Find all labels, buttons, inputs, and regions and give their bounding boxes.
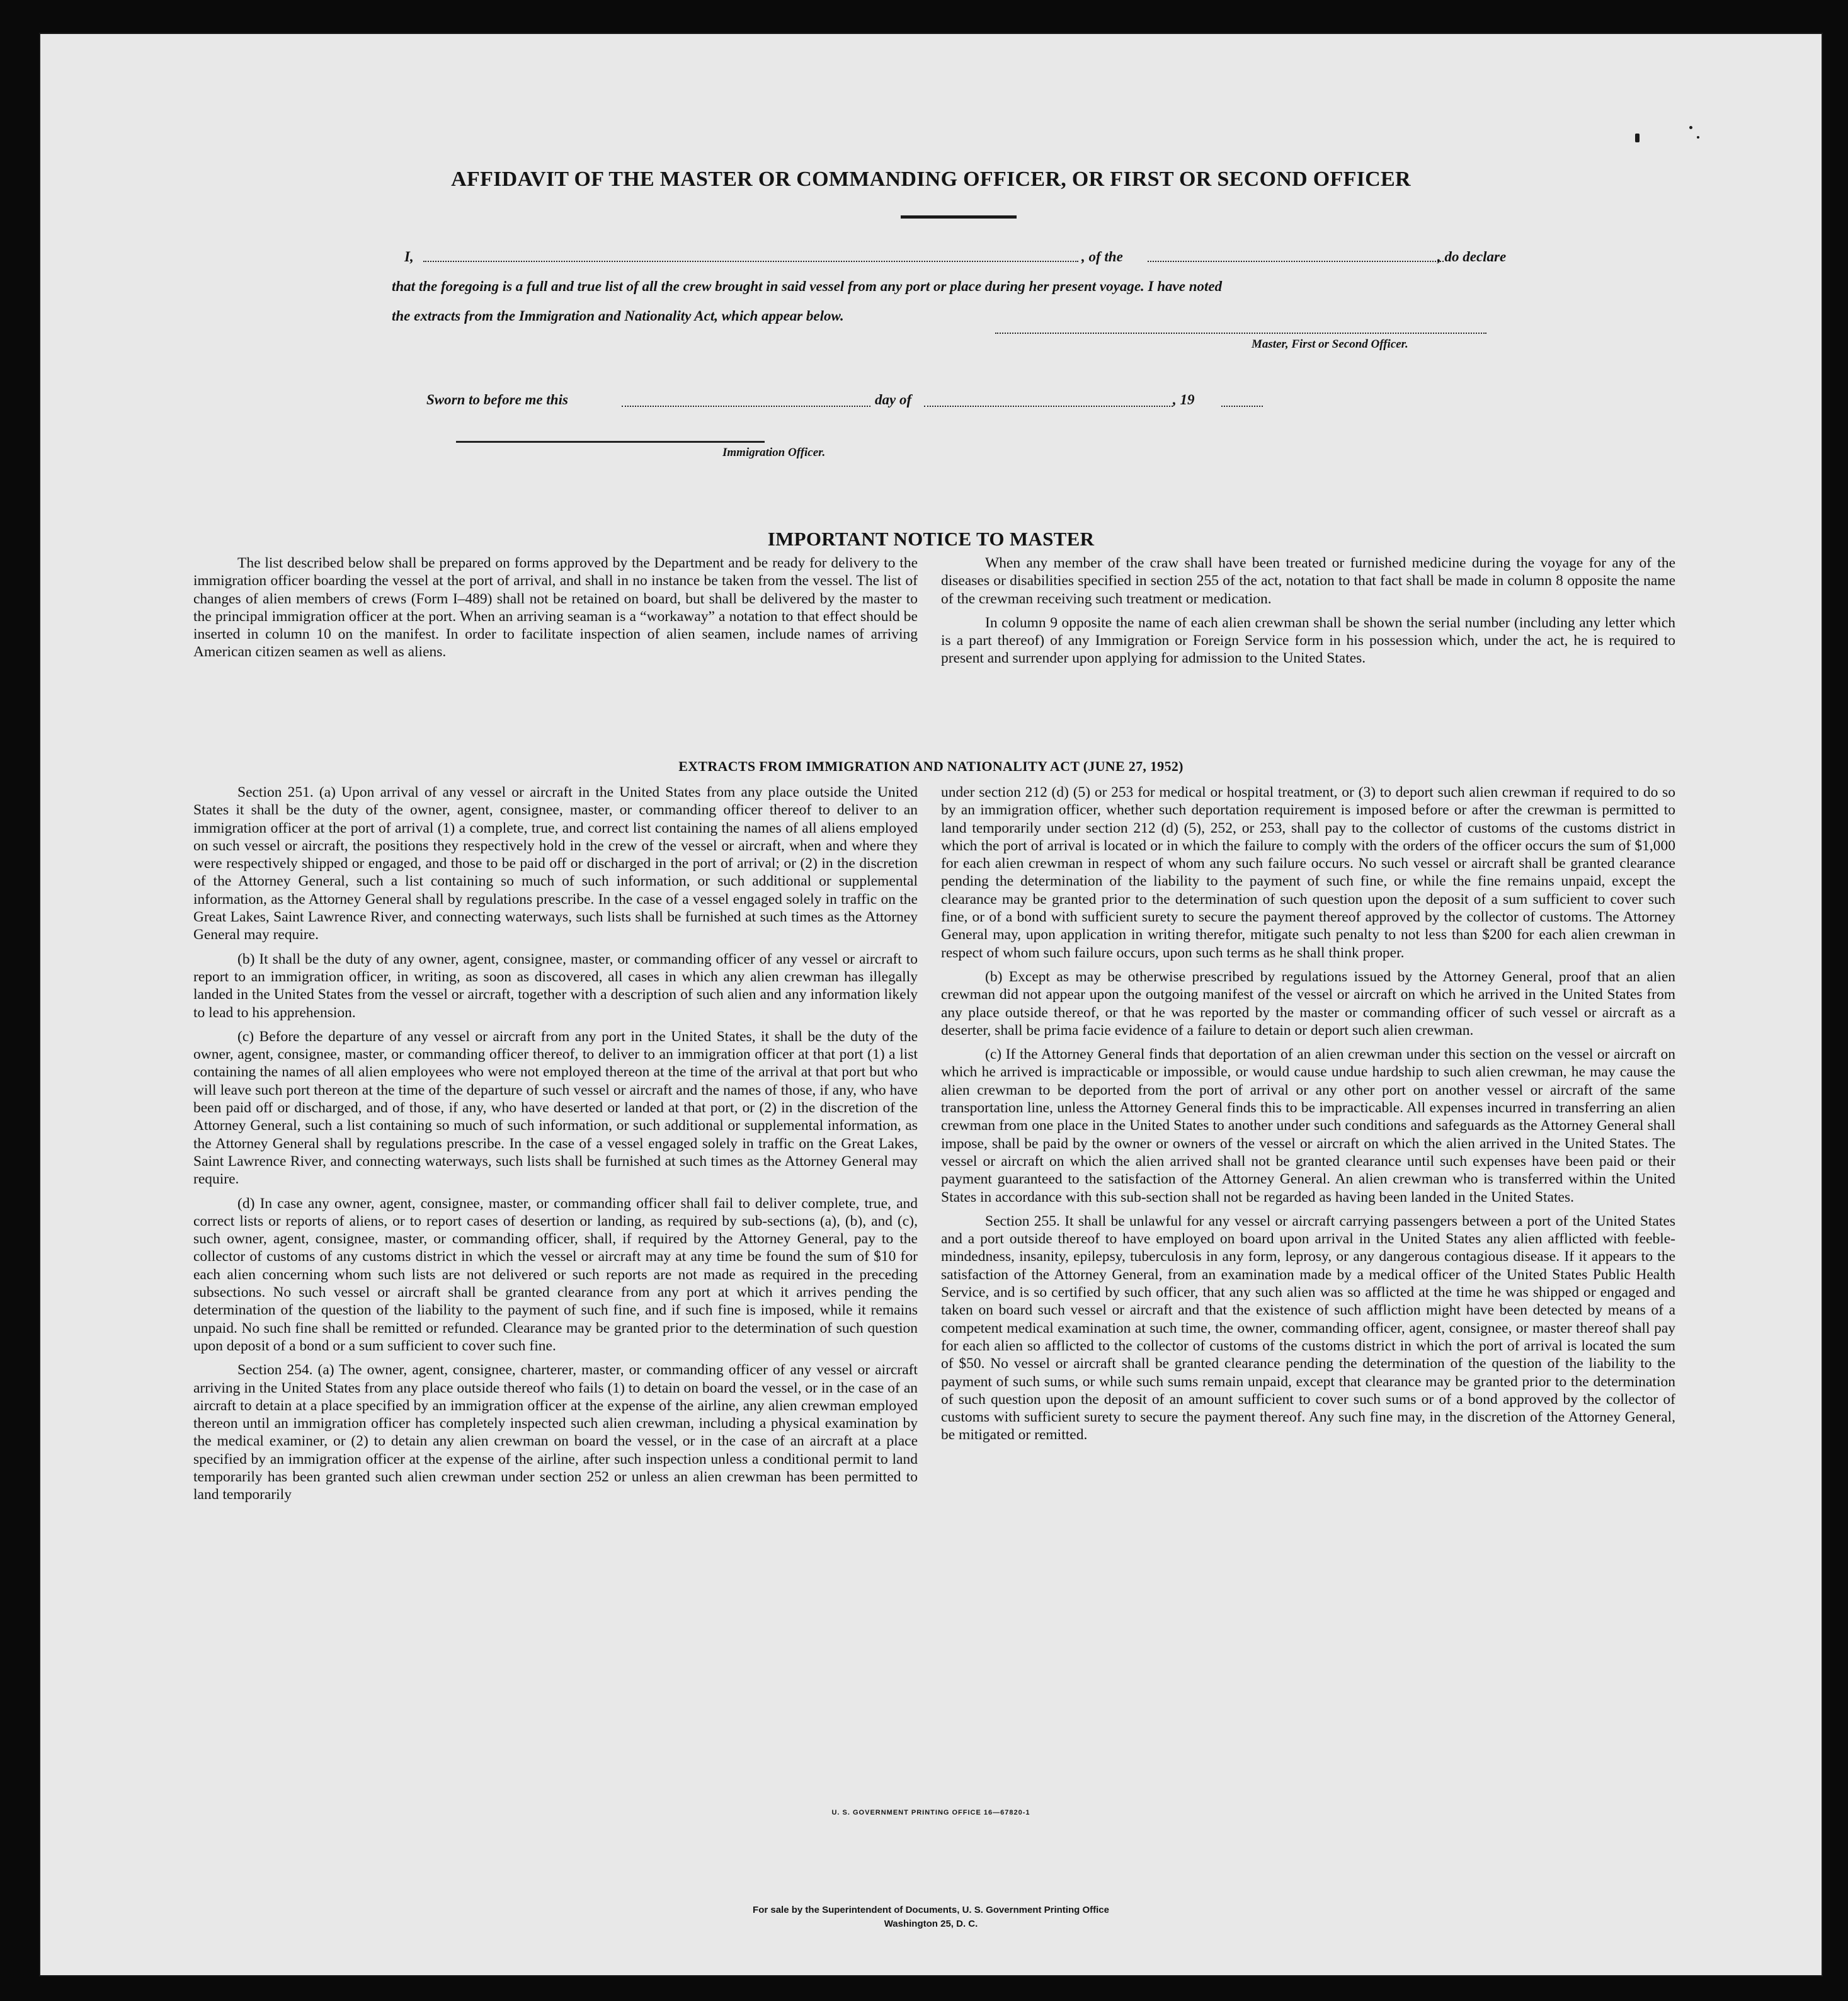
sale-line-2: Washington 25, D. C.: [884, 1918, 978, 1929]
notice-right-paragraph-2: In column 9 opposite the name of each alien crewman shall be shown the serial number (including any letter which is a part thereof) of any Immigration or Foreign Service form in his possession which, under the act, he is required to present and surrender upon applying for admission to the United States.: [941, 614, 1675, 667]
sworn-prefix: Sworn to before me this: [426, 392, 568, 408]
officer-signature-line[interactable]: [456, 441, 765, 443]
notice-left-paragraph: The list described below shall be prepared on forms approved by the Department and be ready for delivery to the immigration officer boarding the vessel at the port of arrival, and shall in no instance be taken from the vessel. The list of changes of alien members of crews (Form I–489) shall not be retained on board, but shall be delivered by the master to the principal immigration officer at the port. When an arriving seaman is a “workaway” a notation to that effect should be inserted in column 10 on the manifest. In order to facilitate inspection of alien seamen, include names of arriving American citizen seamen as well as aliens.: [193, 555, 918, 661]
extract-paragraph: (d) In case any owner, agent, consignee, master, or commanding officer shall fail to deliver complete, true, and correct lists or reports of aliens, or to report cases of desertion or landing, as required by sub-sections (a), (b), and (c), such owner, agent, consignee, master, or commanding officer, shall, if required by the Attorney General, pay to the collector of customs of any customs district in which the vessel or aircraft may at any time be found the sum of $10 for each alien concerning whom such lists are not delivered or such reports are not made as required in the preceding subsections. No such vessel or aircraft shall be granted clearance from any port at which it arrives pending the determination of the question of the liability to the payment of such fine, and if such fine is imposed, while it remains unpaid. No such fine shall be remitted or refunded. Clearance may be granted prior to the determination of such question upon deposit of a bond or a sum sufficient to cover such fine.: [193, 1195, 918, 1354]
sale-line-1: For sale by the Superintendent of Documents, U. S. Government Printing Office: [753, 1905, 1109, 1915]
notice-right-paragraph-1: When any member of the craw shall have been treated or furnished medicine during the voyage for any of the diseases or disabilities specified in section 255 of the act, notation to that fact shall be made in column 8 opposite the name of the crewman receiving such treatment or medication.: [941, 555, 1675, 607]
extract-paragraph: Section 255. It shall be unlawful for any vessel or aircraft carrying passengers between a port of the United States and a port outside thereof to have employed on board upon arrival in the United States any alien afflicted with feeble-mindedness, insanity, epilepsy, tuberculosis in any form, leprosy, or any dangerous contagious disease. If it appears to the satisfaction of the Attorney General, from an examination made by a medical officer of the United States Public Health Service, and is so certified by such officer, that any such alien was so afflicted at the time he was shipped or engaged and taken on board such vessel or aircraft and that the existence of such affliction might have been detected by means of a competent medical examination at such time, the owner, commanding officer, agent, consignee, or master thereof shall pay for each alien so afflicted to the collector of customs of the customs district in which the port of arrival is located the sum of $50. No vessel or aircraft shall be granted clearance pending the determination of the question of the liability to the payment of such sums, or while such sums remain unpaid, except that clearance may be granted prior to the determination of such question upon the deposit of an amount sufficient to cover such sums or of a bond approved by the collector of customs with sufficient surety to secure the payment thereof. Any such fine may, in the discretion of the Attorney General, be mitigated or remitted.: [941, 1212, 1675, 1444]
sworn-day-of: day of: [875, 392, 912, 408]
decl-of-the: , of the: [1081, 249, 1123, 265]
name-field[interactable]: [423, 261, 1078, 262]
decl-line-3: the extracts from the Immigration and Nationality Act, which appear below.: [392, 308, 844, 324]
affidavit-title: AFFIDAVIT OF THE MASTER OR COMMANDING OFFICER, OR FIRST OR SECOND OFFICER: [451, 168, 1411, 191]
form-page: [39, 33, 1823, 1976]
master-signature-line[interactable]: [995, 333, 1486, 334]
scan-speck: [1635, 134, 1640, 142]
extract-paragraph: Section 254. (a) The owner, agent, consignee, charterer, master, or commanding officer of any vessel or aircraft arriving in the United States from any place outside thereof who fails (1) to detain on board the vessel, or in the case of an aircraft to detain at a place specified by an immigration officer at the expense of the airline, any alien crewman employed thereon until an immigration officer has completely inspected such alien crewman, including a physical examination by the medical examiner, or (2) to detain any alien crewman on board the vessel, or in the case of an aircraft at a place specified by an immigration officer at the expense of the airline, after such inspection unless a conditional permit to land temporarily has been granted such alien crewman under section 252 or unless an alien crewman has been permitted to land temporarily: [193, 1362, 918, 1503]
sworn-day-field[interactable]: [622, 406, 870, 407]
notice-right-column: [941, 554, 1675, 674]
scan-speck: [1697, 136, 1699, 139]
printing-office-line: U. S. GOVERNMENT PRINTING OFFICE 16—67820-1: [831, 1809, 1030, 1816]
extracts-right-column: [941, 784, 1675, 1451]
extracts-title: EXTRACTS FROM IMMIGRATION AND NATIONALITY ACT (JUNE 27, 1952): [678, 758, 1184, 774]
sworn-year: , 19: [1173, 392, 1195, 408]
decl-line-2: that the foregoing is a full and true list of all the crew brought in said vessel from any port or place during her present voyage. I have noted: [392, 278, 1223, 294]
vessel-field[interactable]: [1148, 261, 1444, 262]
extract-paragraph: under section 212 (d) (5) or 253 for medical or hospital treatment, or (3) to deport such alien crewman if required to do so by an immigration officer, whether such deportation requirement is imposed before or after the crewman is permitted to land temporarily under section 212 (d) (5), 252, or 253, shall pay to the collector of customs of the customs district in which the port of arrival is located or in which the failure to comply with the orders of the officer occurs the sum of $1,000 for each alien crewman in respect of whom any such failure occurs. No such vessel or aircraft shall be granted clearance pending the determination of the liability to the payment of such fine, or while the fine remains unpaid, except the clearance may be granted prior to the determination of such question upon the deposit of a sum sufficient to cover such fine, or of a bond with sufficient surety to secure the payment thereof approved by the collector of customs. The Attorney General may, upon application in writing therefor, mitigate such penalty to not less than $200 for each alien crewman in respect of whom such failure occurs, upon such terms as he shall think proper.: [941, 784, 1675, 961]
extract-paragraph: (c) Before the departure of any vessel or aircraft from any port in the United States, it shall be the duty of the owner, agent, consignee, master, or commanding officer thereof, to deliver to an immigration officer at that port (1) a list containing the names of all alien employees who were not employed thereon at the time of the arrival at that port but who will leave such port thereon at the time of the departure of such vessel or aircraft and the names of those, if any, who have been paid off or discharged, and of those, if any, who have deserted or landed at that port, or (2) in the discretion of the Attorney General, such a list containing so much of such information, or such additional or supplemental information, as the Attorney General shall by regulations prescribe. In the case of a vessel engaged solely in traffic on the Great Lakes, Saint Lawrence River, and connecting waterways, such lists shall be furnished at such times as the Attorney General may require.: [193, 1028, 918, 1188]
extracts-left-column: [193, 784, 918, 1510]
extract-paragraph: (b) Except as may be otherwise prescribed by regulations issued by the Attorney General, proof that an alien crewman did not appear upon the outgoing manifest of the vessel or aircraft on which he arrived in the United States from any place outside thereof, or that he was reported by the master or commanding officer of such vessel or aircraft as a deserter, shall be prima facie evidence of a failure to detain or deport such alien crewman.: [941, 968, 1675, 1039]
extract-paragraph: Section 251. (a) Upon arrival of any vessel or aircraft in the United States from any place outside the United States it shall be the duty of the owner, agent, consignee, master, or commanding officer thereof to deliver to an immigration officer at the port of arrival (1) a complete, true, and correct list containing the names of all aliens employed on such vessel or aircraft, the positions they respectively hold in the crew of the vessel or aircraft, when and where they were respectively shipped or engaged, and those to be paid off or discharged in the port of arrival; or (2) in the discretion of the Attorney General, such a list containing so much of such information, or such additional or supplemental information, as the Attorney General shall by regulations prescribe. In the case of a vessel engaged solely in traffic on the Great Lakes, Saint Lawrence River, and connecting waterways, such lists shall be furnished at such times as the Attorney General may require.: [193, 784, 918, 943]
decl-i: I,: [404, 249, 414, 265]
notice-title: IMPORTANT NOTICE TO MASTER: [767, 528, 1095, 550]
title-rule: [901, 215, 1017, 219]
sworn-year-field[interactable]: [1221, 406, 1263, 407]
master-caption: Master, First or Second Officer.: [1252, 338, 1408, 351]
extract-paragraph: (c) If the Attorney General finds that deportation of an alien crewman under this section on the vessel or aircraft on which he arrived is impracticable or impossible, or would cause undue hardship to such alien crewman, he may cause the alien crewman to be deported from the port of arrival or any other port on another vessel or aircraft of the same transportation line, unless the Attorney General finds this to be impracticable. All expenses incurred in transferring an alien crewman from one place in the United States to another under such conditions and safeguards as the Attorney General shall impose, shall be paid by the owner or owners of the vessel or aircraft on which the alien arrived in the United States. The vessel or aircraft on which the alien arrived shall not be granted clearance until such expenses have been paid or their payment guaranteed to the satisfaction of the Attorney General. An alien crewman who is transferred within the United States in accordance with this sub-section shall not be regarded as having been landed in the United States.: [941, 1046, 1675, 1206]
extract-paragraph: (b) It shall be the duty of any owner, agent, consignee, master, or commanding officer of any vessel or aircraft to report to an immigration officer, in writing, as soon as discovered, all cases in which any alien crewman has illegally landed in the United States from the vessel or aircraft, together with a description of such alien and any information likely to lead to his apprehension.: [193, 950, 918, 1021]
declaration-block: [392, 242, 1526, 331]
sworn-month-field[interactable]: [924, 406, 1173, 407]
scan-speck: [1689, 126, 1692, 129]
sworn-line: [426, 392, 1308, 417]
officer-caption: Immigration Officer.: [722, 446, 826, 459]
decl-do-declare: , do declare: [1437, 249, 1507, 265]
notice-left-column: [193, 554, 918, 668]
